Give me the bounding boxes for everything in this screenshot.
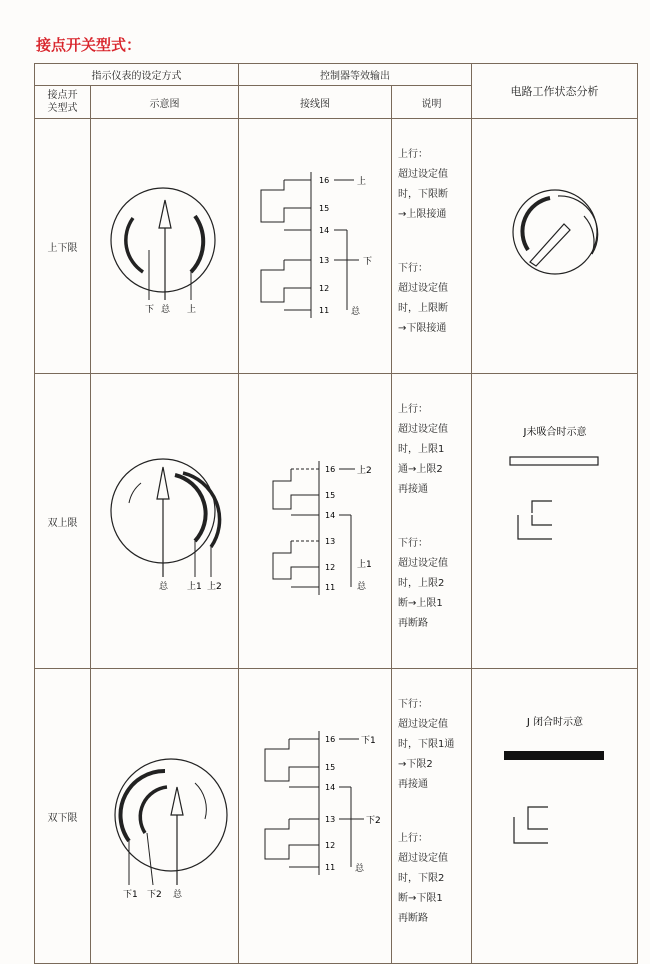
- terminal-11-b: 11: [325, 582, 336, 592]
- dial-label-common-2: 总: [159, 581, 169, 592]
- header-switch-type: 接点开 关型式: [35, 86, 91, 119]
- open-state-svg: [472, 403, 638, 637]
- output-label-upper2: 上2: [357, 465, 372, 476]
- explanation-upper-lower: [392, 119, 472, 374]
- dial-diagram-upper-lower: [91, 119, 239, 374]
- dial-pointer-2: [157, 467, 169, 499]
- output-label-common: 总: [351, 306, 361, 317]
- header-indicator-setting: 指示仪表的设定方式: [35, 64, 239, 86]
- dial-upper-lower-svg: [91, 150, 239, 340]
- header-diagram: 示意图: [91, 86, 239, 119]
- terminal-14-c: 14: [325, 782, 336, 792]
- terminal-12-b: 12: [325, 562, 336, 572]
- header-explanation: 说明: [392, 86, 472, 119]
- type-label-upper-lower: 上下限: [35, 119, 91, 374]
- dial-label-upper: 上: [187, 304, 197, 315]
- wiring-upper-lower-svg: [239, 150, 392, 340]
- dial-pointer-3: [171, 787, 183, 815]
- upper1-arc: [175, 475, 206, 541]
- terminal-13: 13: [319, 255, 330, 265]
- analysis-gauge-svg: [472, 150, 638, 340]
- dial-pointer: [159, 200, 171, 228]
- explanation-downward: 下行： 超过设定值 时，上限断 →下限接通: [398, 263, 448, 334]
- upper-limit-arc: [191, 216, 203, 272]
- closed-state-svg: [472, 691, 638, 939]
- terminal-14: 14: [319, 225, 330, 235]
- header-wiring: 接线图: [239, 86, 392, 119]
- dial-label-lower: 下: [145, 304, 155, 315]
- open-state-label: J未吸合时示意: [523, 426, 587, 438]
- explanation-upward: 上行： 超过设定值 时，下限断 →上限接通: [398, 149, 448, 220]
- explanation-upward-2: 上行： 超过设定值 时，上限1 通→上限2 再接通: [398, 404, 448, 495]
- dial-label-common: 总: [161, 304, 171, 315]
- dial-diagram-double-lower: [91, 669, 239, 964]
- explanation-double-lower: [392, 669, 472, 964]
- closed-state-label: J 闭合时示意: [526, 716, 584, 728]
- output-label-common-c: 总: [355, 863, 365, 874]
- explanation-upward-3: 上行： 超过设定值 时，下限2 断→下限1 再断路: [398, 833, 448, 924]
- dial-label-common-3: 总: [173, 889, 183, 900]
- dial-double-lower-svg: [91, 691, 239, 939]
- wiring-double-lower-svg: [239, 691, 392, 939]
- wiring-double-upper-svg: [239, 403, 392, 637]
- dial-label-upper1: 上1: [187, 581, 202, 592]
- terminal-16-b: 16: [325, 464, 336, 474]
- terminal-13-c: 13: [325, 814, 336, 824]
- analysis-open-state-cell: [472, 374, 638, 669]
- wiring-diagram-upper-lower: [239, 119, 392, 374]
- output-label-upper: 上: [357, 176, 367, 187]
- output-label-lower2: 下2: [366, 815, 381, 826]
- analysis-gauge-cell: [472, 119, 638, 374]
- wiring-diagram-double-lower: [239, 669, 392, 964]
- terminal-14-b: 14: [325, 510, 336, 520]
- explanation-double-upper: [392, 374, 472, 669]
- terminal-12: 12: [319, 283, 330, 293]
- terminal-16-c: 16: [325, 734, 336, 744]
- terminal-15-c: 15: [325, 762, 336, 772]
- terminal-15: 15: [319, 203, 330, 213]
- header-analysis: 电路工作状态分析: [472, 64, 638, 119]
- output-label-lower1: 下1: [361, 735, 376, 746]
- dial-label-lower1: 下1: [123, 889, 138, 900]
- terminal-11-c: 11: [325, 862, 336, 872]
- lower-limit-arc: [126, 218, 143, 272]
- terminal-11: 11: [319, 305, 330, 315]
- terminal-16: 16: [319, 175, 330, 185]
- closed-contact-symbol: [514, 817, 548, 843]
- output-label-common-b: 总: [357, 581, 367, 592]
- dial-double-upper-svg: [91, 403, 239, 637]
- terminal-12-c: 12: [325, 840, 336, 850]
- page-title: 接点开关型式：: [36, 36, 142, 54]
- dial-diagram-double-upper: [91, 374, 239, 669]
- explanation-downward-3: 下行： 超过设定值 时，下限1通 →下限2 再接通: [398, 699, 455, 790]
- type-label-double-lower: 双下限: [35, 669, 91, 964]
- terminal-13-b: 13: [325, 536, 336, 546]
- wiring-diagram-double-upper: [239, 374, 392, 669]
- explanation-downward-2: 下行： 超过设定值 时，上限2 断→上限1 再断路: [398, 538, 448, 629]
- dial-label-upper2: 上2: [207, 581, 222, 592]
- relay-bar-open: [510, 457, 598, 465]
- relay-bar-closed: [504, 751, 604, 760]
- type-label-double-upper: 双上限: [35, 374, 91, 669]
- open-contact-symbol: [518, 515, 552, 539]
- header-controller-output: 控制器等效输出: [239, 64, 472, 86]
- terminal-15-b: 15: [325, 490, 336, 500]
- output-label-upper1: 上1: [357, 559, 372, 570]
- analysis-closed-state-cell: [472, 669, 638, 964]
- switch-type-table: [34, 63, 638, 964]
- output-label-lower: 下: [363, 256, 373, 267]
- dial-label-lower2: 下2: [147, 889, 162, 900]
